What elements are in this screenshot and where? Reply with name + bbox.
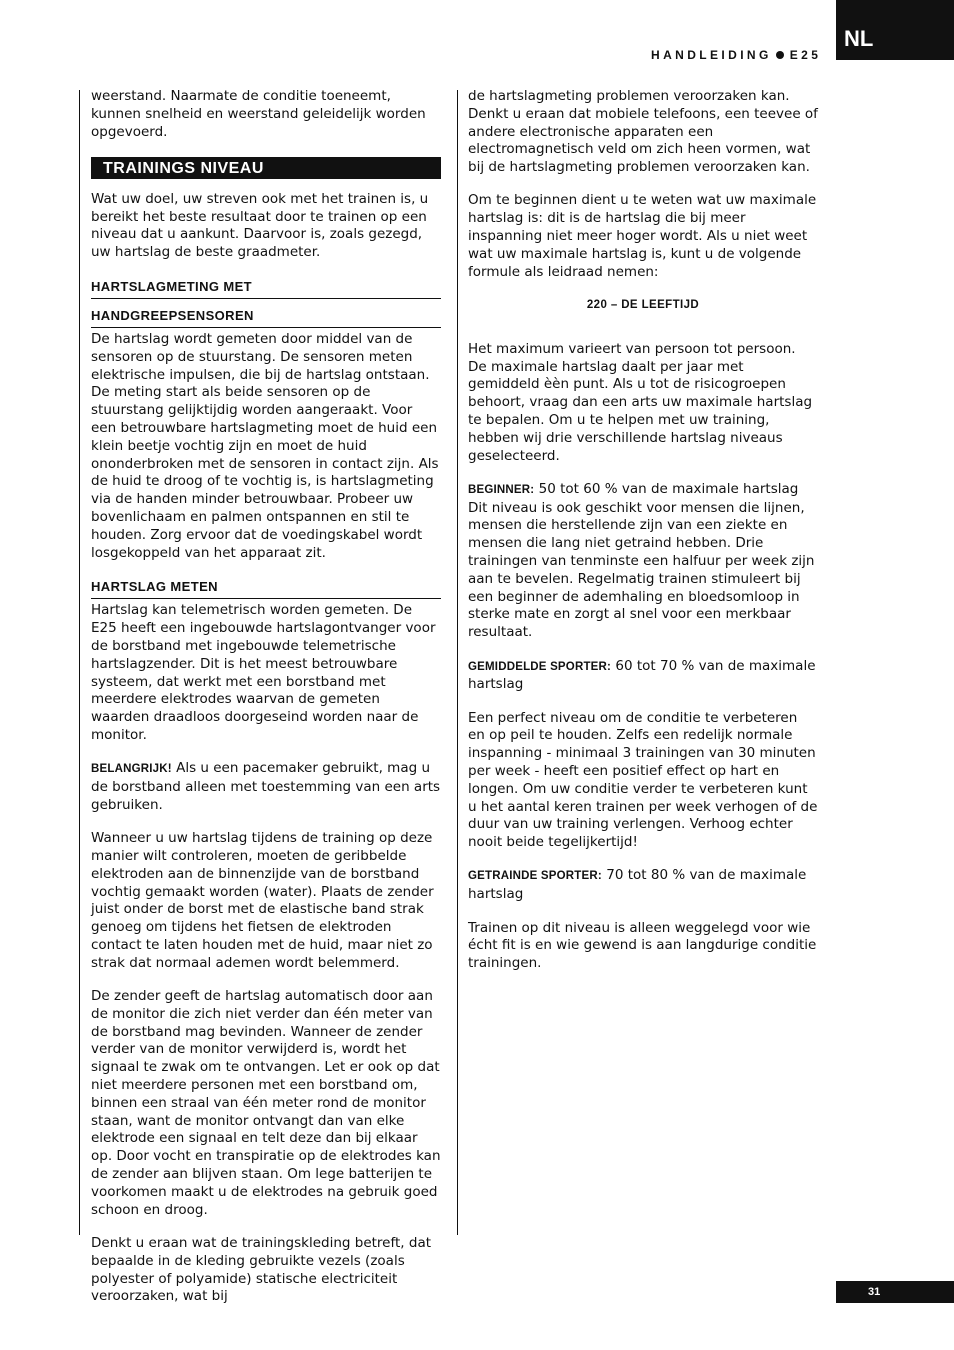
subheading-heartrate-measure: HARTSLAG METEN xyxy=(91,580,441,599)
right-column xyxy=(468,88,818,988)
beginner-label: BEGINNER: xyxy=(468,483,535,496)
left-column xyxy=(91,88,441,1322)
max-heartrate-paragraph: Om te beginnen dient u te weten wat uw maximale hartslag is: dit is de hartslag die bij meer inspanning niet meer hoger wordt. Als u niet weet wat uw maximale hartslag is, kunt u de volgende formule als leidraad nemen: xyxy=(468,192,817,280)
bullet-dot-icon xyxy=(776,51,784,59)
beginner-value: 50 tot 60 % van de maximale hartslag xyxy=(538,480,799,497)
page-header xyxy=(651,48,821,62)
subheading-handgrip-line1: HARTSLAGMETING MET xyxy=(91,280,441,299)
header-model-label: E25 xyxy=(789,48,822,62)
beginner-text: Dit niveau is ook geschikt voor mensen die lijnen, mensen die herstellende zijn van een ziekte en mensen die lang niet getraind hebben. Drie trainingen van tenminste een halfuur per week zijn aan te bevelen. Regelmatig trainen stimuleert bij een beginner de ademhaling en bloedsomloop in sterke mate en zorgt al snel voor een merkbaar resultaat. xyxy=(468,499,815,641)
important-paragraph xyxy=(91,760,441,814)
trained-text: Trainen op dit niveau is alleen weggelegd voor wie écht fit is en wie gewend is aan langdurige conditie trainingen. xyxy=(468,919,817,972)
variation-paragraph: Het maximum varieert van persoon tot persoon. De maximale hartslag daalt per jaar met gemiddeld èèn punt. Als u tot de risicogroepen behoort, vraag dan een arts uw maximale hartslag te bepalen. Om u te helpen met uw training, hebben wij drie verschillende hartslag niveaus geselecteerd. xyxy=(468,340,813,464)
trained-block xyxy=(468,867,818,904)
beginner-block xyxy=(468,481,818,642)
trained-label: GETRAINDE SPORTER: xyxy=(468,870,602,883)
left-column-rule xyxy=(79,90,80,1235)
intermediate-value: 60 tot 70 % van de maximale hartslag xyxy=(468,657,816,693)
important-label: BELANGRIJK! xyxy=(91,763,172,776)
subheading-handgrip-line2: HANDGREEPSENSOREN xyxy=(91,309,441,328)
language-tab: NL xyxy=(836,0,954,60)
clothing-paragraph: Denkt u eraan wat de trainingskleding betreft, dat bepaalde in de kleding gebruikte vezels (zoals polyester of polyamide) statische electriciteit veroorzaken, wat bij xyxy=(91,1234,432,1305)
page-number: 31 xyxy=(836,1281,954,1303)
continued-paragraph: de hartslagmeting problemen veroorzaken kan. Denkt u eraan dat mobiele telefoons, een teevee of andere electronische apparaten een electromagnetisch veld om zich heen vormen, wat bij de hartslagmeting problemen veroorzaken kan. xyxy=(468,88,818,176)
electrode-paragraph: Wanneer u uw hartslag tijdens de training op deze manier wilt controleren, moeten de geribbelde elektroden aan de binnenzijde van de borstband vochtig gemaakt worden (water). Plaats de zender juist onder de borst met de elastische band strak genoeg om tijdens het fietsen de elektroden contact te laten houden met de huid, maar niet zo strak dat normaal ademen wordt belemmerd. xyxy=(91,830,434,971)
section-title: TRAININGS NIVEAU xyxy=(91,157,441,179)
sender-paragraph: De zender geeft de hartslag automatisch door aan de monitor die zich niet verder dan één meter van de borstband mag bevinden. Wanneer de zender verder van de monitor verwijderd is, wordt het signaal te zwak om te ontvangen. Let er ook op dat niet meerdere personen met een borstband om, binnen een straal van één meter rond de monitor staan, want de monitor ontvangt dan van elke elektrode een signaal en telt deze dan bij elkaar op. Door vocht en transpiratie op de elektrodes kan de zender aan blijven staan. Om lege batterijen te voorkomen maakt u de elektrodes na gebruik goed schoon en droog. xyxy=(91,988,441,1218)
intermediate-text: Een perfect niveau om de conditie te verbeteren en op peil te houden. Zelfs een redelijk normale inspanning - minimaal 3 trainingen van 30 minuten per week - heeft een positief effect op hart en longen. Om uw conditie verder te verbeteren kunt u het aantal keren trainen per week verhogen of de duur van uw training verlengen. Verhoog echter nooit beide tegelijkertijd! xyxy=(468,709,818,851)
header-manual-label: HANDLEIDING xyxy=(651,48,772,62)
formula-line: 220 – DE LEEFTIJD xyxy=(586,298,700,311)
telemetry-paragraph: Hartslag kan telemetrisch worden gemeten. De E25 heeft een ingebouwde hartslagontvanger voor de borstband met ingebouwde telemetrische hartslagzender. Dit is het meest betrouwbare systeem, dat werkt met een borstband met meerdere elektrodes waarvan de gemeten waarden draadloos doorgeseind worden naar de monitor. xyxy=(91,602,436,744)
section-intro-paragraph: Wat uw doel, uw streven ook met het trainen is, u bereikt het beste resultaat door te trainen op een niveau dat u aankunt. Daarvoor is, zoals gezegd, uw hartslag de beste graadmeter. xyxy=(91,190,429,261)
trained-value: 70 tot 80 % van de maximale hartslag xyxy=(468,867,807,903)
intermediate-label: GEMIDDELDE SPORTER: xyxy=(468,660,612,673)
important-text: Als u een pacemaker gebruikt, mag u de borstband alleen met toestemming van een arts gebruiken. xyxy=(91,760,441,813)
intro-paragraph: weerstand. Naarmate de conditie toeneemt, kunnen snelheid en weerstand geleidelijk worden opgevoerd. xyxy=(91,88,426,140)
handgrip-paragraph: De hartslag wordt gemeten door middel van de sensoren op de stuurstang. De sensoren meten elektrische impulsen, die bij de hartslag ontstaan. De meting start als beide sensoren op de stuurstang gelijktijdig worden aangeraakt. Voor een betrouwbare hartslagmeting moet de huid een klein beetje vochtig zijn en moet de huid ononderbroken met de sensoren in contact zijn. Als de huid te droog of te vochtig is, is hartslagmeting via de handen minder betrouwbaar. Probeer uw bovenlichaam en palmen ontspannen en stil te houden. Zorg ervoor dat de voedingskabel wordt losgekoppeld van het apparaat zit. xyxy=(91,331,439,561)
intermediate-block xyxy=(468,658,818,695)
middle-column-rule xyxy=(457,90,458,1235)
